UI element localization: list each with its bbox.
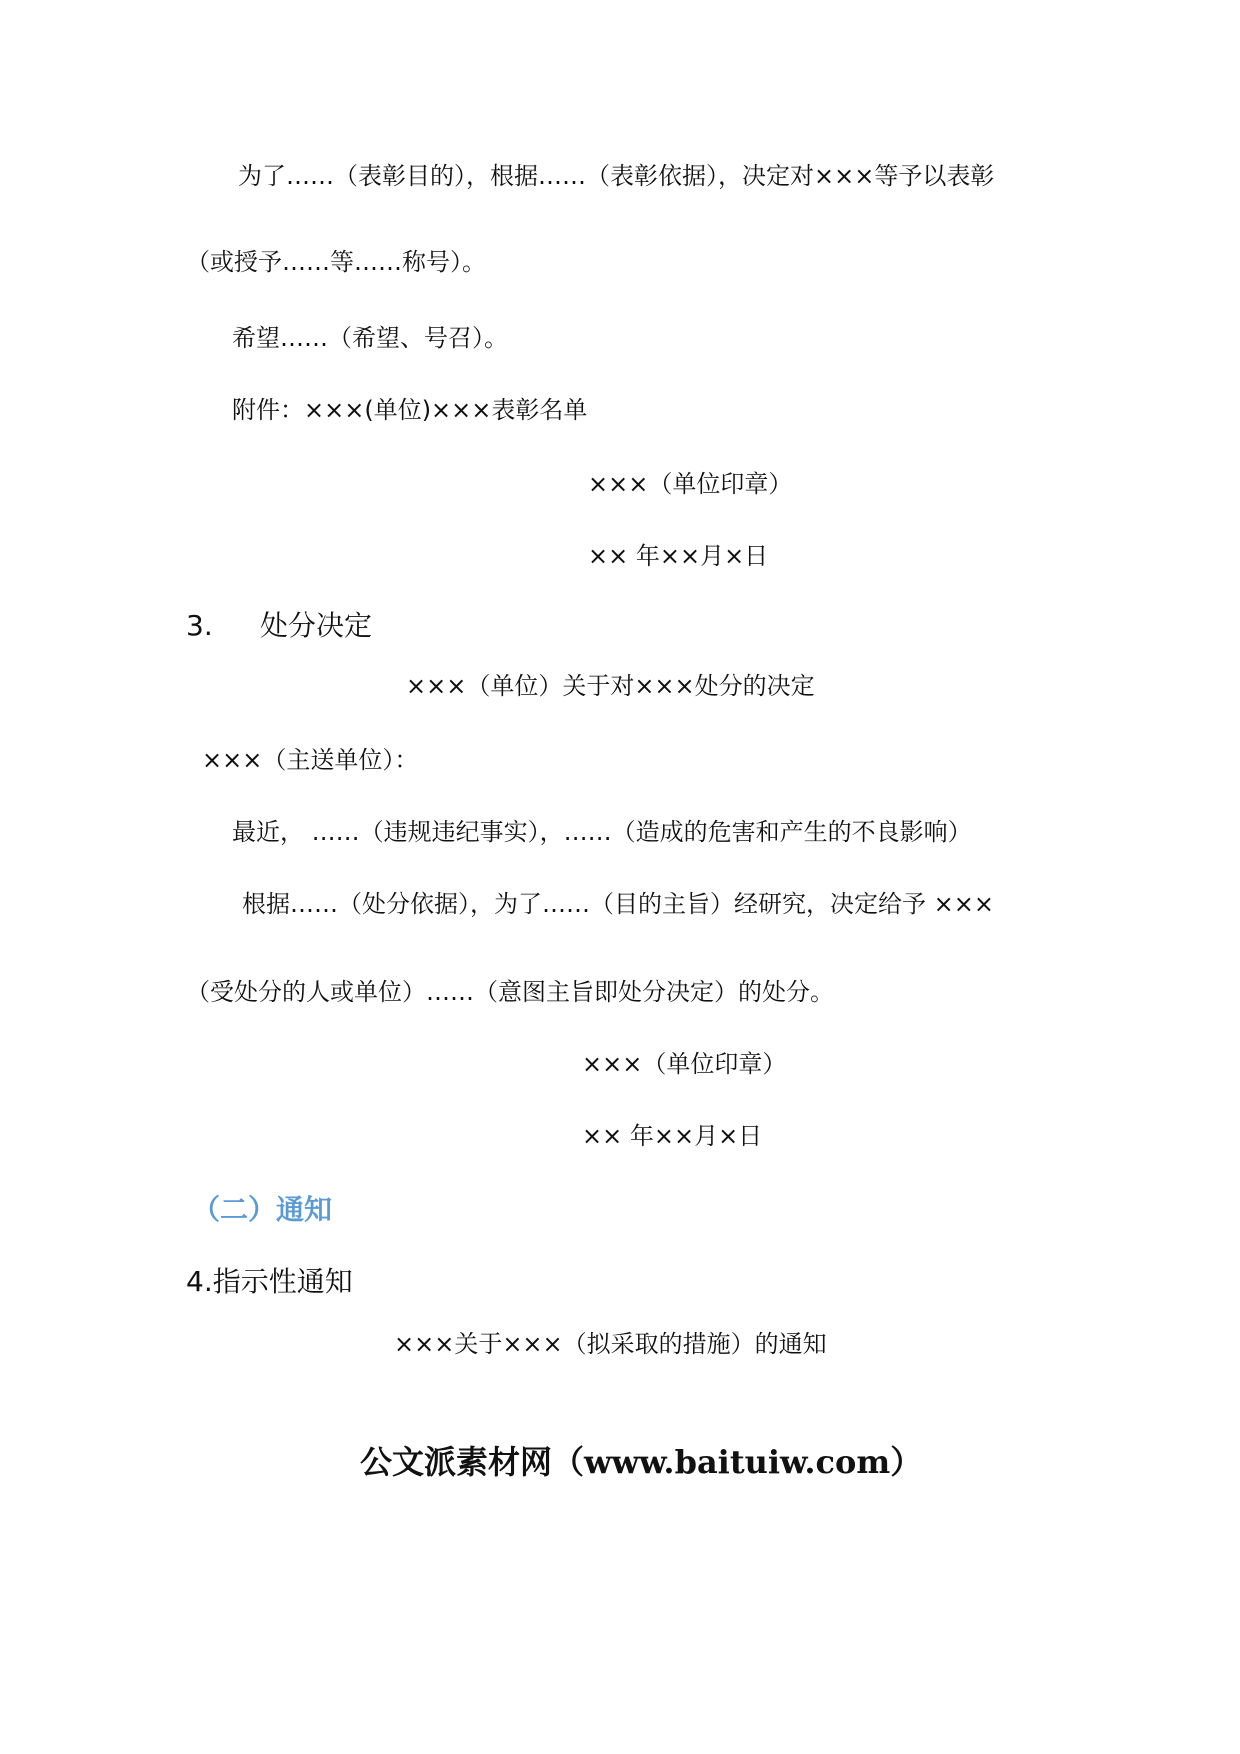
commendation-paragraph-line-1: 为了……（表彰目的），根据……（表彰依据），决定对×××等予以表彰 xyxy=(238,162,995,190)
notice-section-heading: （二）通知 xyxy=(192,1193,333,1226)
commendation-date: ×× 年××月×日 xyxy=(588,542,769,570)
disciplinary-doc-title: ×××（单位）关于对×××处分的决定 xyxy=(406,672,815,700)
disciplinary-paragraph-2-line-1: 根据……（处分依据），为了……（目的主旨）经研究，决定给予 ××× xyxy=(242,890,994,918)
section-3-title: 处分决定 xyxy=(260,609,373,642)
disciplinary-paragraph-2-line-2: （受处分的人或单位）……（意图主旨即处分决定）的处分。 xyxy=(186,978,834,1006)
disciplinary-date: ×× 年××月×日 xyxy=(582,1122,763,1150)
disciplinary-seal: ×××（单位印章） xyxy=(582,1050,787,1078)
disciplinary-paragraph-1: 最近， ……（违规违纪事实），……（造成的危害和产生的不良影响） xyxy=(232,818,972,846)
section-3-number: 3. xyxy=(186,609,213,642)
commendation-seal: ×××（单位印章） xyxy=(588,470,793,498)
footer-watermark: 公文派素材网（www.baituiw.com） xyxy=(360,1443,923,1481)
commendation-paragraph-line-2: （或授予……等……称号）。 xyxy=(186,248,486,276)
instructive-notice-title: 4.指示性通知 xyxy=(186,1265,353,1298)
commendation-attachment: 附件：×××(单位)×××表彰名单 xyxy=(232,396,588,424)
instructive-notice-doc-title: ×××关于×××（拟采取的措施）的通知 xyxy=(394,1330,827,1358)
commendation-hope: 希望……（希望、号召）。 xyxy=(232,324,508,352)
disciplinary-recipient: ×××（主送单位）： xyxy=(202,746,419,774)
